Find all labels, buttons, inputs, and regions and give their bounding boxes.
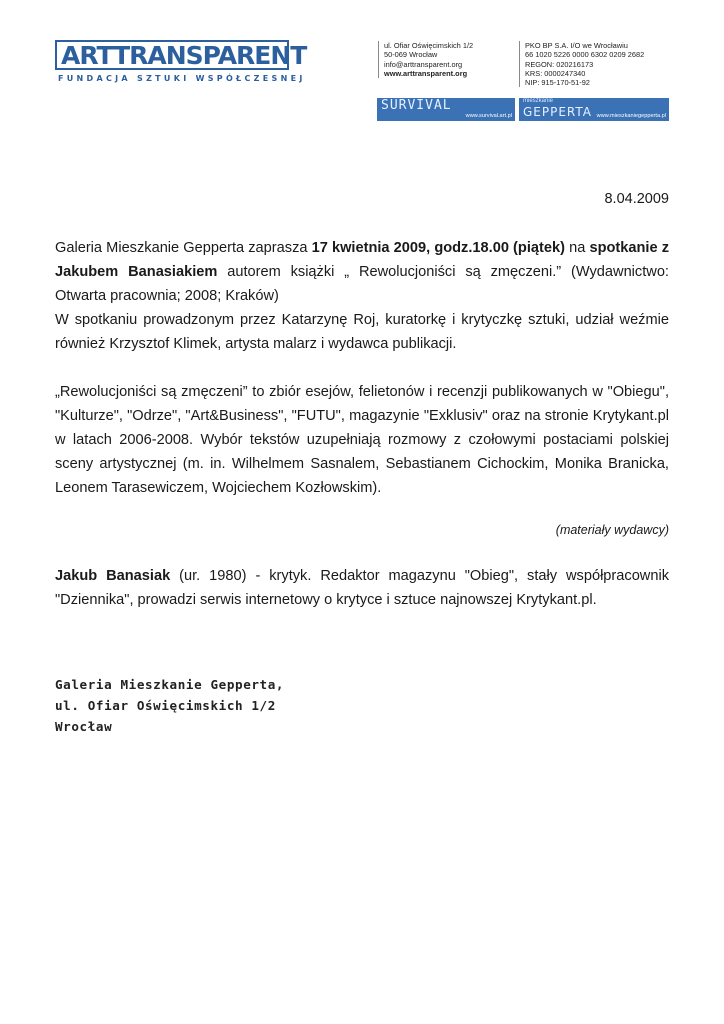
paragraph-book: „Rewolucjoniści są zmęczeni” to zbiór esejów, felietonów i recenzji publikowanych w "Obiegu", "Kulturze", "Odrze", "Art&Business", "FUTU", magazynie "Exklusiv" oraz na stronie Krytykant.pl w latach 2006-2008. Wybór tekstów uzupełniają rozmowy z czołowymi postaciami polskiej sceny artystycznej (m. in. Wilhelmem Sasnalem, Sebastianem Cichockim, Monika Branicka, Leonem Tarasewiczem, Wojciechem Kozłowskim). — [55, 384, 669, 496]
bank-regon: REGON: 020216173 — [525, 59, 594, 69]
logo-wordmark: ARTTRANSPARENT — [61, 40, 307, 70]
bank-name: PKO BP S.A. I/O we Wrocławiu — [525, 41, 628, 50]
bank-nip: NIP: 915-170-51-92 — [525, 78, 590, 88]
address-city: 50-069 Wrocław — [384, 50, 438, 60]
invitation-text-4: W spotkaniu prowadzonym przez Katarzynę Roj, kuratorkę i krytyczkę sztuki, udział weźmie również Krzysztof Klimek, artysta malarz i wydawca publikacji. — [55, 312, 669, 352]
invitation-text-1: Galeria Mieszkanie Gepperta zaprasza — [55, 240, 312, 256]
paragraph-invitation — [55, 236, 669, 356]
bank-block — [519, 41, 644, 87]
survival-banner-title: SURVIVAL — [381, 98, 452, 113]
logo-frame — [55, 40, 307, 70]
signature-line-2: ul. Ofiar Oświęcimskich 1/2 — [55, 698, 276, 713]
invitation-date: 17 kwietnia 2009, godz.18.00 (piątek) — [311, 240, 565, 256]
signature-line-3: Wrocław — [55, 719, 113, 734]
author-name: Jakub Banasiak — [55, 568, 171, 584]
invitation-event: spotkanie z Jakubem Banasiakiem — [55, 240, 669, 280]
address-block — [378, 41, 473, 78]
survival-banner-url: www.survival.art.pl — [465, 113, 512, 119]
bank-account: 66 1020 5226 0000 6302 0209 2682 — [525, 50, 645, 60]
letter-date: 8.04.2009 — [604, 191, 669, 207]
bank-krs: KRS: 0000247340 — [525, 68, 586, 78]
invitation-text-3: autorem książki „ Rewolucjoniści są zmęczeni.” (Wydawnictwo: Otwarta pracownia; 2008; Kraków) — [55, 264, 669, 304]
gepperta-banner[interactable] — [519, 98, 669, 121]
source-note: (materiały wydawcy) — [555, 523, 669, 537]
invitation-text-2: na — [564, 240, 590, 256]
arttransparent-logo — [55, 40, 307, 83]
address-website[interactable]: www.arttransparent.org — [384, 68, 468, 78]
paragraph-author — [55, 564, 669, 612]
author-bio: (ur. 1980) - krytyk. Redaktor magazynu "Obieg", stały współpracownik "Dziennika", prowadzi serwis internetowy o krytyce i sztuce najnowszej Krytykant.pl. — [55, 568, 670, 608]
signature-line-1: Galeria Mieszkanie Gepperta, — [55, 677, 285, 692]
logo-tagline: FUNDACJA SZTUKI WSPÓŁCZESNEJ — [58, 74, 306, 83]
survival-banner[interactable] — [377, 98, 515, 121]
signature-block — [55, 674, 284, 737]
gepperta-banner-small: mieszkanie — [523, 98, 554, 104]
address-street: ul. Ofiar Oświęcimskich 1/2 — [384, 41, 474, 50]
address-email[interactable]: info@arttransparent.org — [384, 59, 463, 69]
gepperta-banner-url: www.mieszkaniegepperta.pl — [596, 113, 666, 119]
gepperta-banner-title: GEPPERTA — [523, 105, 593, 119]
